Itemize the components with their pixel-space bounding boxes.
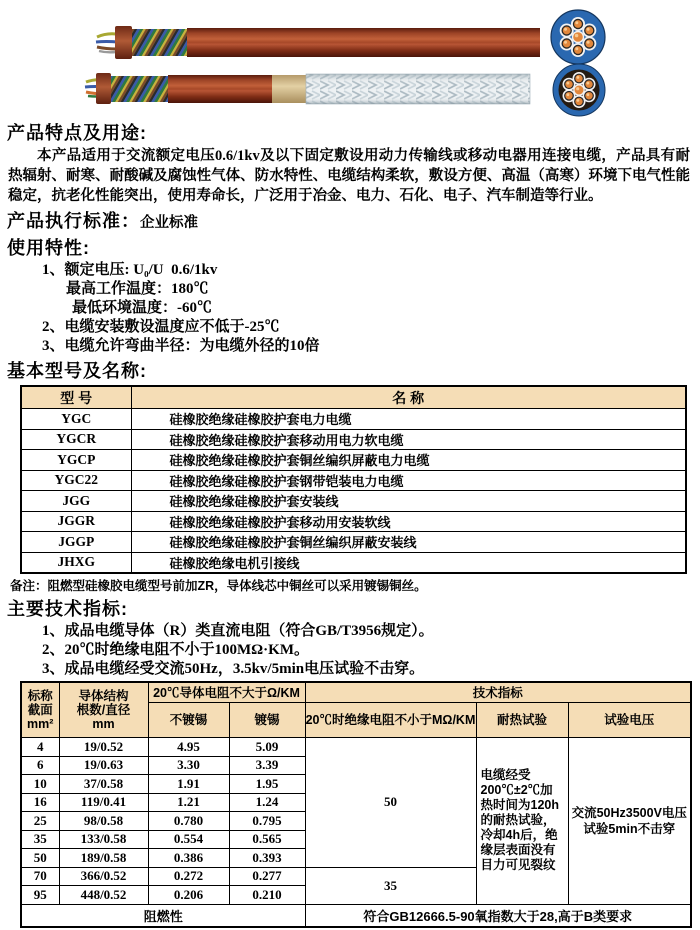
table-row (21, 532, 686, 553)
model-name: 硅橡胶绝缘硅橡胶护套铜丝编织屏蔽安装线 (131, 532, 686, 553)
spec-cell: 1.24 (229, 793, 305, 812)
table-row (21, 491, 686, 512)
models-header-row (21, 386, 686, 409)
spec-cell: 3.39 (229, 756, 305, 775)
spec-cell: 0.554 (148, 830, 229, 849)
spec-flame-value: 符合GB12666.5-90氧指数大于28,高于B类要求 (305, 904, 691, 927)
model-code: YGCR (21, 429, 131, 450)
features-body: 本产品适用于交流额定电压0.6/1kv及以下固定敷设用动力传输线或移动电器用连接电缆，产品具有耐热辐射、耐寒、耐酸碱及腐蚀性气体、防水特性、电缆结构柔软，敷设方便、高温（高寒）环境下电气性能稳定，抗老化性能突出，使用寿命长，广泛用于冶金、电力、石化、电子、汽车制造等行业。 (8, 148, 690, 204)
usage-item: 2、电缆安装敷设温度应不低于-25℃ (42, 319, 280, 335)
spec-cell: 35 (21, 830, 59, 849)
spec-cell: 0.393 (229, 849, 305, 868)
spec-cell: 25 (21, 812, 59, 831)
spec-cell: 0.795 (229, 812, 305, 831)
standard-line (7, 207, 700, 233)
spec-flame-row (21, 904, 691, 927)
spec-cell: 70 (21, 867, 59, 886)
model-name: 硅橡胶绝缘硅橡胶护套电力电缆 (131, 409, 686, 430)
cable-photos-graphic (0, 0, 700, 118)
spec-table (20, 681, 692, 928)
tech-item: 3、成品电缆经受交流50Hz，3.5kv/5min电压试验不击穿。 (42, 661, 425, 677)
spec-cell: 189/0.58 (59, 849, 148, 868)
spec-cell: 133/0.58 (59, 830, 148, 849)
spec-cell: 37/0.58 (59, 775, 148, 794)
spec-cell: 98/0.58 (59, 812, 148, 831)
spec-cell: 0.210 (229, 886, 305, 905)
spec-cell: 95 (21, 886, 59, 905)
spec-header-voltage: 试验电压 (568, 703, 691, 738)
tech-item: 2、20℃时绝缘电阻不小于100MΩ·KM。 (42, 642, 309, 658)
cable-photo-solid (96, 26, 540, 59)
cable-cross-section-solid (551, 10, 605, 64)
spec-cell: 1.21 (148, 793, 229, 812)
spec-header-structure-line2: 根数/直径 (76, 703, 131, 717)
spec-cell: 0.272 (148, 867, 229, 886)
spec-heat-test: 电缆经受200℃±2℃加热时间为120h的耐热试验，冷却4h后，绝缘层表面没有目力可见裂纹 (476, 738, 568, 905)
spec-header-tinned: 镀锡 (229, 703, 305, 738)
models-title: 基本型号及名称: (7, 361, 147, 381)
spec-cell: 448/0.52 (59, 886, 148, 905)
spec-header-untinned: 不镀锡 (148, 703, 229, 738)
spec-cell: 50 (21, 849, 59, 868)
model-name: 硅橡胶绝缘硅橡胶护套移动用电力软电缆 (131, 429, 686, 450)
standard-value: 企业标准 (140, 215, 198, 231)
models-header-code: 型 号 (21, 386, 131, 409)
model-name: 硅橡胶绝缘硅橡胶护套安装线 (131, 491, 686, 512)
models-table (20, 385, 687, 574)
spec-cell: 3.30 (148, 756, 229, 775)
models-note: 备注：阻燃型硅橡胶电缆型号前加ZR，导体线芯中铜丝可以采用镀锡铜丝。 (10, 579, 427, 593)
spec-cell: 366/0.52 (59, 867, 148, 886)
spec-header-insulation: 20℃时绝缘电阻不小于MΩ/KM (305, 703, 476, 738)
model-code: YGC22 (21, 470, 131, 491)
spec-cell: 4.95 (148, 738, 229, 757)
model-code: JGG (21, 491, 131, 512)
spec-header-structure (59, 682, 148, 738)
model-name: 硅橡胶绝缘硅橡胶护套钢带铠装电力电缆 (131, 470, 686, 491)
spec-header-tech-group: 技术指标 (305, 682, 691, 703)
model-code: YGCP (21, 450, 131, 471)
usage-item: 最高工作温度：180℃ (66, 281, 209, 297)
tech-item: 1、成品电缆导体（R）类直流电阻（符合GB/T3956规定）。 (42, 623, 434, 639)
spec-cell: 119/0.41 (59, 793, 148, 812)
usage-item: 最低环境温度：-60℃ (72, 300, 212, 316)
spec-header-heat: 耐热试验 (476, 703, 568, 738)
spec-cell: 0.277 (229, 867, 305, 886)
table-row (21, 511, 686, 532)
models-header-name: 名 称 (131, 386, 686, 409)
model-name: 硅橡胶绝缘硅橡胶护套铜丝编织屏蔽电力电缆 (131, 450, 686, 471)
spec-cell: 1.91 (148, 775, 229, 794)
spec-header-structure-line3: mm (92, 717, 115, 731)
tech-title: 主要技术指标: (7, 599, 128, 619)
usage-list (0, 261, 700, 356)
table-row (21, 470, 686, 491)
spec-header-resistance-group: 20℃导体电阻不大于Ω/KM (148, 682, 305, 703)
spec-header-structure-line1: 导体结构 (78, 689, 129, 703)
table-row (21, 429, 686, 450)
spec-flame-label: 阻燃性 (21, 904, 305, 927)
spec-insulation-low: 35 (305, 867, 476, 904)
spec-cell: 19/0.63 (59, 756, 148, 775)
spec-cell: 0.780 (148, 812, 229, 831)
product-photos (0, 0, 700, 118)
usage-item: 3、电缆允许弯曲半径：为电缆外径的10倍 (42, 338, 320, 354)
spec-header-section-line2: mm² (27, 717, 54, 731)
spec-cell: 0.206 (148, 886, 229, 905)
table-row (21, 409, 686, 430)
spec-cell: 16 (21, 793, 59, 812)
table-row (21, 552, 686, 573)
model-name: 硅橡胶绝缘硅橡胶护套移动用安装软线 (131, 511, 686, 532)
standard-title: 产品执行标准： (7, 211, 140, 231)
spec-header-group-row (21, 682, 691, 703)
usage-title: 使用特性: (7, 238, 90, 258)
spec-cell: 6 (21, 756, 59, 775)
spec-cell: 4 (21, 738, 59, 757)
spec-cell: 19/0.52 (59, 738, 148, 757)
cable-photo-braided (85, 73, 530, 104)
model-code: JGGP (21, 532, 131, 553)
spec-insulation-high: 50 (305, 738, 476, 868)
tech-list (0, 622, 700, 679)
model-code: YGC (21, 409, 131, 430)
model-code: JHXG (21, 552, 131, 573)
cable-cross-section-braided (553, 64, 605, 116)
model-name: 硅橡胶绝缘电机引接线 (131, 552, 686, 573)
spec-cell: 10 (21, 775, 59, 794)
spec-cell: 5.09 (229, 738, 305, 757)
spec-test-voltage: 交流50Hz3500V电压试验5min不击穿 (568, 738, 691, 905)
features-title: 产品特点及用途: (7, 123, 147, 143)
spec-cell: 0.565 (229, 830, 305, 849)
spec-header-section-line1: 标称截面 (27, 689, 53, 717)
table-row (21, 738, 691, 757)
spec-cell: 1.95 (229, 775, 305, 794)
usage-item: 1、额定电压: U₀/U 0.6/1kv (42, 262, 218, 278)
table-row (21, 450, 686, 471)
spec-header-section (21, 682, 59, 738)
spec-cell: 0.386 (148, 849, 229, 868)
model-code: JGGR (21, 511, 131, 532)
